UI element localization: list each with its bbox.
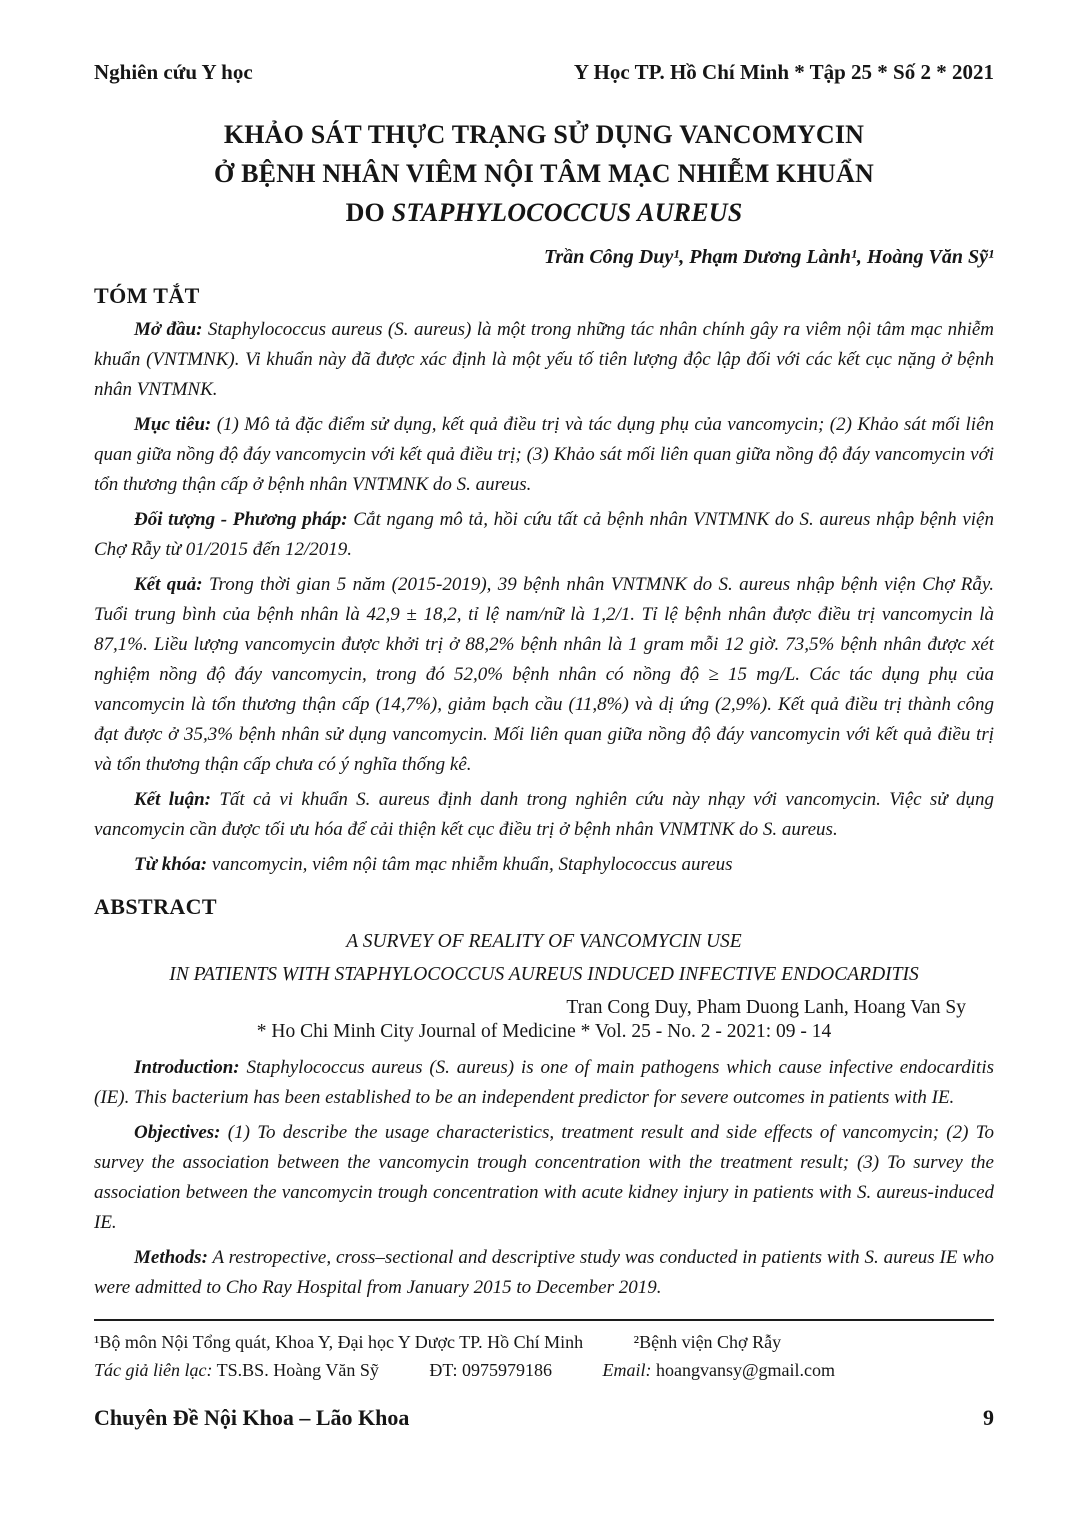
tomtat-paragraph-doi-tuong bbox=[94, 505, 994, 565]
header-journal-info: Y Học TP. Hồ Chí Minh * Tập 25 * Số 2 * 2021 bbox=[573, 60, 994, 84]
email-label: Email: bbox=[602, 1359, 652, 1380]
paragraph-text: A restropective, cross–sectional and descriptive study was conducted in patients with S. aureus IE who were admitted to Cho Ray Hospital from January 2015 to December 2019. bbox=[94, 1246, 994, 1298]
page-number: 9 bbox=[983, 1405, 994, 1430]
contact-label: Tác giả liên lạc: bbox=[94, 1359, 213, 1380]
paragraph-label: Từ khóa: bbox=[134, 854, 208, 876]
title-species-name: STAPHYLOCOCCUS AUREUS bbox=[391, 198, 743, 227]
running-header bbox=[94, 60, 994, 85]
paragraph-text: Staphylococcus aureus (S. aureus) là một trong những tác nhân chính gây ra viêm nội tâm mạc nhiễm khuẩn (VNTMNK). Vi khuẩn này đã được xác định là một yếu tố tiên lượng độc lập đối với các kết cục nặng ở bệnh nhân VNTMNK. bbox=[94, 319, 994, 401]
paragraph-text: vancomycin, viêm nội tâm mạc nhiễm khuẩn, Staphylococcus aureus bbox=[211, 854, 733, 876]
authors-vietnamese: Trần Công Duy¹, Phạm Dương Lành¹, Hoàng Văn Sỹ¹ bbox=[543, 246, 994, 268]
tomtat-paragraph-muc-tieu bbox=[94, 410, 994, 500]
affiliation-1: ¹Bộ môn Nội Tổng quát, Khoa Y, Đại học Y Dược TP. Hồ Chí Minh bbox=[94, 1331, 584, 1352]
paragraph-label: Methods: bbox=[134, 1246, 208, 1268]
paragraph-label: Mục tiêu: bbox=[134, 414, 212, 436]
paragraph-text: (1) To describe the usage characteristics, treatment result and side effects of vancomycin; (2) To survey the association between the vancomycin trough concentration with the treatment result; (3) To survey the association between the vancomycin trough concentration with acute kidney injury in patients with S. aureus-induced IE. bbox=[94, 1121, 995, 1233]
paragraph-text: Trong thời gian 5 năm (2015-2019), 39 bệnh nhân VNTMNK do S. aureus nhập bệnh viện Chợ Rẫy. Tuổi trung bình của bệnh nhân là 42,9 ± 18,2, tỉ lệ nam/nữ là 1,2/1. Tỉ lệ bệnh nhân được điều trị vancomycin là 87,1%. Liều lượng vancomycin được khởi trị ở 88,2% bệnh nhân là 1 gram mỗi 12 giờ. 73,5% bệnh nhân được xét nghiệm nồng độ đáy vancomycin, trong đó 52,0% bệnh nhân có nồng độ ≥ 15 mg/L. Các tác dụng phụ của vancomycin là tổn thương thận cấp (14,7%), giảm bạch cầu (11,8%) và dị ứng (2,9%). Kết quả điều trị thành công đạt được ở 35,3% bệnh nhân sử dụng vancomycin. Mối liên quan giữa nồng độ đáy vancomycin với kết quả điều trị và tổn thương thận cấp chưa có ý nghĩa thống kê. bbox=[94, 574, 994, 776]
abstract-subtitle-line-2: IN PATIENTS WITH STAPHYLOCOCCUS AUREUS INDUCED INFECTIVE ENDOCARDITIS bbox=[169, 964, 919, 986]
affiliation-2: ²Bệnh viện Chợ Rẫy bbox=[633, 1331, 782, 1352]
tomtat-paragraph-tu-khoa bbox=[94, 850, 994, 880]
corresponding-author-line bbox=[94, 1357, 994, 1385]
authors-english: Tran Cong Duy, Pham Duong Lanh, Hoang Van Sy bbox=[566, 996, 966, 1018]
phone-number: 0975979186 bbox=[461, 1359, 552, 1380]
paragraph-text: Tất cả vi khuẩn S. aureus định danh trong nghiên cứu này nhạy với vancomycin. Việc sử dụng vancomycin cần được tối ưu hóa để cải thiện kết cục điều trị ở bệnh nhân VNMTNK do S. aureus. bbox=[94, 789, 995, 841]
paragraph-text: Staphylococcus aureus (S. aureus) is one of main pathogens which cause infective endocarditis (IE). This bacterium has been established to be an independent predictor for severe outcomes in patients with IE. bbox=[94, 1056, 995, 1108]
footer-section-title: Chuyên Đề Nội Khoa – Lão Khoa bbox=[94, 1405, 410, 1430]
email-address: hoangvansy@gmail.com bbox=[655, 1359, 836, 1380]
journal-citation: * Ho Chi Minh City Journal of Medicine * Vol. 25 - No. 2 - 2021: 09 - 14 bbox=[256, 1020, 832, 1042]
footnote-block bbox=[94, 1319, 994, 1385]
abstract-subtitle-line-1: A SURVEY OF REALITY OF VANCOMYCIN USE bbox=[346, 931, 742, 953]
title-line-2: Ở BỆNH NHÂN VIÊM NỘI TÂM MẠC NHIỄM KHUẨN bbox=[214, 159, 874, 188]
abstract-paragraph-methods bbox=[94, 1243, 994, 1303]
tomtat-paragraph-ket-qua bbox=[94, 570, 994, 780]
paragraph-label: Introduction: bbox=[134, 1056, 240, 1078]
phone-label: ĐT: bbox=[429, 1359, 458, 1380]
abstract-paragraph-objectives bbox=[94, 1118, 994, 1238]
article-title bbox=[94, 115, 994, 232]
paragraph-text: Cắt ngang mô tả, hồi cứu tất cả bệnh nhân VNTMNK do S. aureus nhập bệnh viện Chợ Rẫy từ 01/2015 đến 12/2019. bbox=[94, 509, 994, 561]
affiliation-line bbox=[94, 1329, 994, 1357]
tomtat-paragraph-ket-luan bbox=[94, 785, 994, 845]
abstract-paragraph-introduction bbox=[94, 1053, 994, 1113]
paragraph-label: Objectives: bbox=[134, 1121, 221, 1143]
paragraph-label: Kết luận: bbox=[134, 789, 211, 811]
paragraph-label: Mở đầu: bbox=[134, 319, 203, 340]
contact-name: TS.BS. Hoàng Văn Sỹ bbox=[216, 1359, 379, 1380]
paragraph-label: Kết quả: bbox=[134, 574, 203, 596]
title-line-3 bbox=[94, 193, 994, 232]
section-heading-tom-tat: TÓM TẮT bbox=[94, 283, 200, 308]
paragraph-text: (1) Mô tả đặc điểm sử dụng, kết quả điều trị và tác dụng phụ của vancomycin; (2) Khảo sát mối liên quan giữa nồng độ đáy vancomycin với kết quả điều trị; (3) Khảo sát mối liên quan giữa nồng độ đáy vancomycin với tổn thương thận cấp ở bệnh nhân VNTMNK do S. aureus. bbox=[94, 414, 995, 496]
header-section-label: Nghiên cứu Y học bbox=[94, 60, 253, 84]
tomtat-paragraph-mo-dau bbox=[94, 315, 994, 405]
footnote-separator-rule bbox=[94, 1319, 994, 1321]
paragraph-label: Đối tượng - Phương pháp: bbox=[134, 509, 348, 531]
page-footer bbox=[94, 1405, 994, 1431]
section-heading-abstract: ABSTRACT bbox=[94, 894, 218, 920]
title-line-1: KHẢO SÁT THỰC TRẠNG SỬ DỤNG VANCOMYCIN bbox=[223, 120, 865, 149]
title-line-3-prefix: DO bbox=[345, 198, 392, 227]
